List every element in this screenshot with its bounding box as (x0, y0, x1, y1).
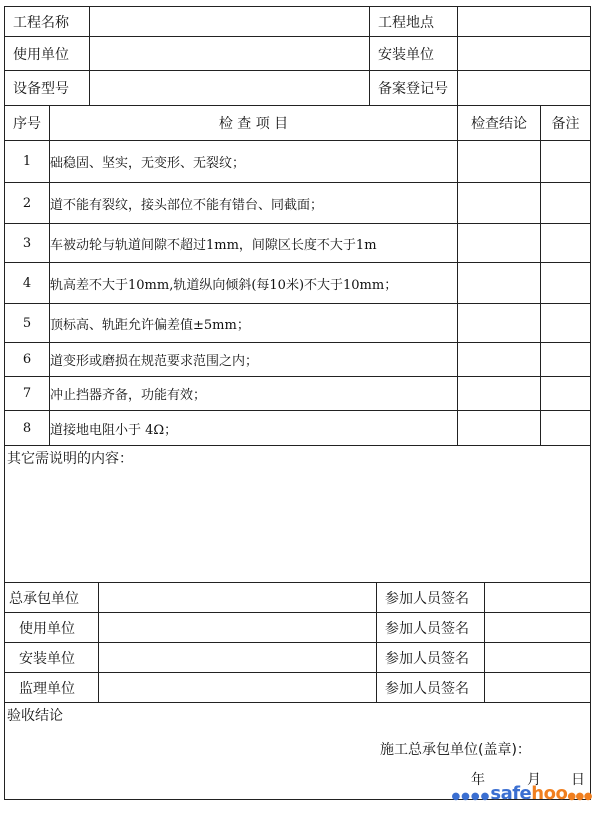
sign-unit-field[interactable] (98, 672, 377, 703)
project-location-label: 工程地点 (369, 6, 458, 37)
row-result-field[interactable] (457, 140, 541, 183)
sign-unit-label: 总承包单位 (4, 582, 99, 613)
col-header-remark: 备注 (540, 105, 591, 141)
acceptance-form (4, 6, 591, 800)
sign-field[interactable] (484, 582, 591, 613)
user-unit-label: 使用单位 (4, 36, 90, 71)
row-no: 5 (4, 303, 50, 343)
col-header-no: 序号 (4, 105, 50, 141)
sign-field[interactable] (484, 642, 591, 673)
install-unit-label: 安装单位 (369, 36, 458, 71)
row-remark-field[interactable] (540, 410, 591, 446)
row-result-field[interactable] (457, 410, 541, 446)
row-no: 1 (4, 140, 50, 183)
equipment-model-label: 设备型号 (4, 70, 90, 106)
filing-number-label: 备案登记号 (369, 70, 458, 106)
sign-unit-label: 使用单位 (4, 612, 99, 643)
row-item: 道不能有裂纹，接头部位不能有错台、同截面； (49, 182, 458, 224)
row-remark-field[interactable] (540, 342, 591, 377)
sign-field[interactable] (484, 612, 591, 643)
row-remark-field[interactable] (540, 376, 591, 411)
row-result-field[interactable] (457, 262, 541, 304)
project-name-field[interactable] (89, 6, 370, 37)
row-no: 7 (4, 376, 50, 411)
row-item: 轨高差不大于10mm,轨道纵向倾斜(每10米)不大于10mm； (49, 262, 458, 304)
watermark-part-b: hoo (531, 783, 568, 804)
row-no: 2 (4, 182, 50, 224)
row-remark-field[interactable] (540, 223, 591, 263)
sign-label: 参加人员签名 (376, 582, 485, 613)
row-remark-field[interactable] (540, 140, 591, 183)
watermark-dots: ●●●● (451, 791, 491, 802)
filing-number-field[interactable] (457, 70, 591, 106)
sign-unit-field[interactable] (98, 642, 377, 673)
row-no: 8 (4, 410, 50, 446)
row-result-field[interactable] (457, 182, 541, 224)
row-result-field[interactable] (457, 342, 541, 377)
watermark-part-a: safe (490, 783, 532, 804)
other-notes-label: 其它需说明的内容： (7, 451, 133, 467)
row-no: 3 (4, 223, 50, 263)
safehoo-watermark (451, 783, 592, 804)
row-remark-field[interactable] (540, 303, 591, 343)
row-item: 道接地电阻小于 4Ω； (49, 410, 458, 446)
row-result-field[interactable] (457, 376, 541, 411)
col-header-result: 检查结论 (457, 105, 541, 141)
other-notes-box[interactable] (4, 445, 591, 583)
equipment-model-field[interactable] (89, 70, 370, 106)
row-no: 4 (4, 262, 50, 304)
row-no: 6 (4, 342, 50, 377)
row-remark-field[interactable] (540, 182, 591, 224)
row-item: 车被动轮与轨道间隙不超过1mm，间隙区长度不大于1m (49, 223, 458, 263)
watermark-tail: ●●● (567, 791, 592, 802)
date-month: 月 (527, 772, 541, 788)
project-name-label: 工程名称 (4, 6, 90, 37)
row-result-field[interactable] (457, 303, 541, 343)
seal-text: 施工总承包单位(盖章)： (380, 742, 531, 758)
sign-unit-label: 安装单位 (4, 642, 99, 673)
sign-label: 参加人员签名 (376, 672, 485, 703)
row-item: 顶标高、轨距允许偏差值±5mm； (49, 303, 458, 343)
sign-label: 参加人员签名 (376, 612, 485, 643)
sign-unit-label: 监理单位 (4, 672, 99, 703)
row-result-field[interactable] (457, 223, 541, 263)
sign-field[interactable] (484, 672, 591, 703)
project-location-field[interactable] (457, 6, 591, 37)
sign-label: 参加人员签名 (376, 642, 485, 673)
row-remark-field[interactable] (540, 262, 591, 304)
col-header-item: 检 查 项 目 (49, 105, 458, 141)
install-unit-field[interactable] (457, 36, 591, 71)
date-day: 日 (571, 772, 585, 788)
date-year: 年 (471, 772, 485, 788)
user-unit-field[interactable] (89, 36, 370, 71)
sign-unit-field[interactable] (98, 582, 377, 613)
row-item: 冲止挡器齐备，功能有效； (49, 376, 458, 411)
conclusion-label: 验收结论 (7, 708, 63, 724)
sign-unit-field[interactable] (98, 612, 377, 643)
row-item: 道变形或磨损在规范要求范围之内； (49, 342, 458, 377)
row-item: 础稳固、坚实，无变形、无裂纹； (49, 140, 458, 183)
